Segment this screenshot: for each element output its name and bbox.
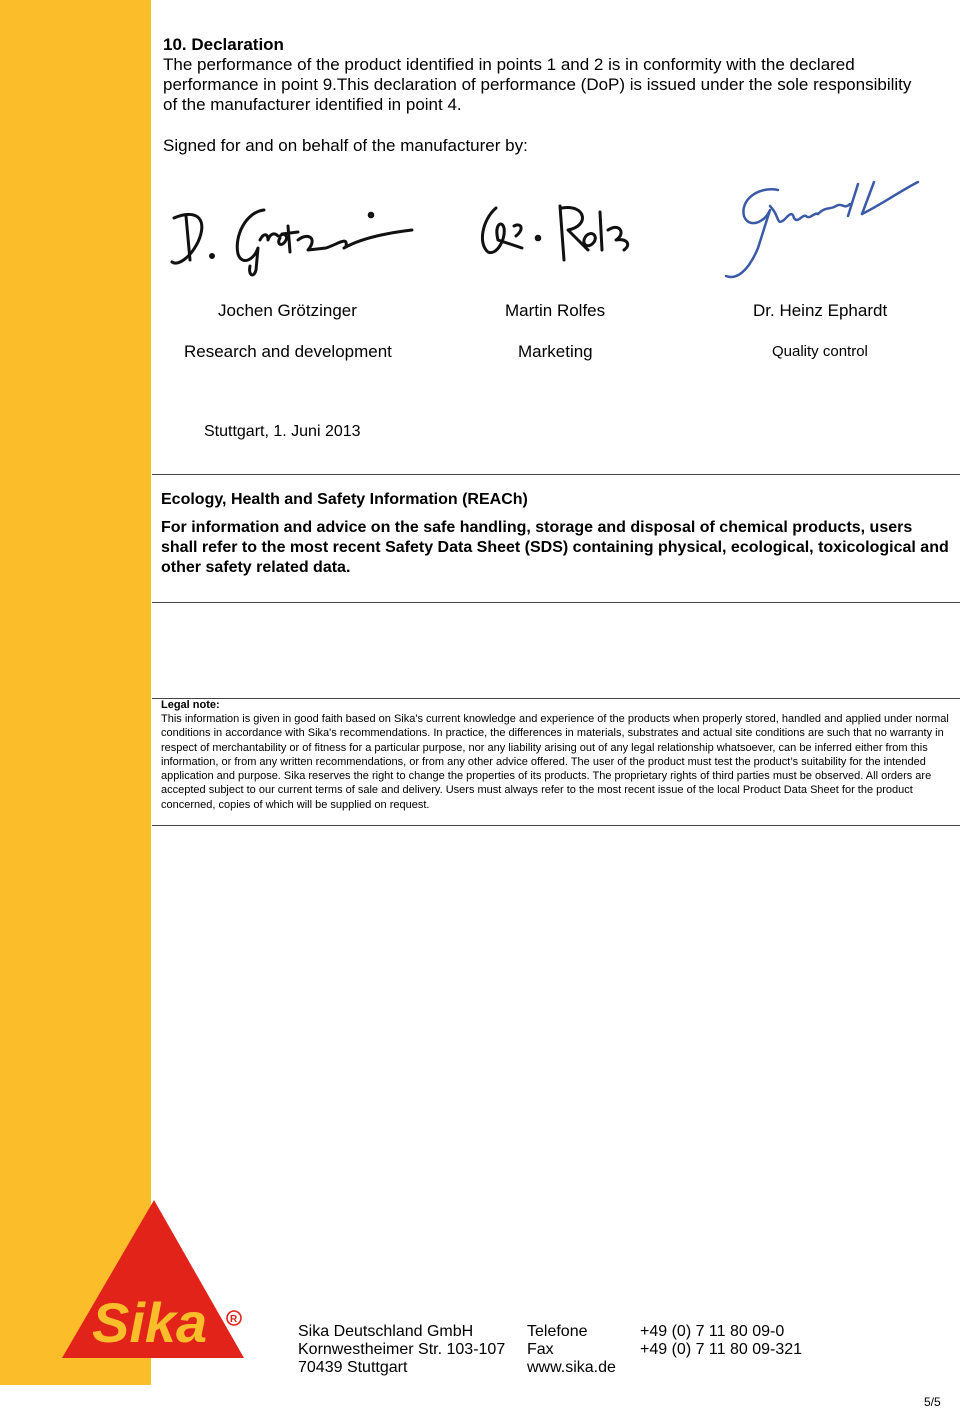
signature-ephardt: [718, 176, 922, 284]
divider-reach-bottom: [152, 602, 960, 603]
footer-website[interactable]: www.sika.de: [527, 1359, 616, 1376]
signatory-1-role: Research and development: [184, 342, 392, 361]
declaration-line-3: of the manufacturer identified in point 4.: [163, 95, 462, 114]
signature-groetzinger: [168, 200, 418, 282]
footer-company: Sika Deutschland GmbH: [298, 1323, 474, 1340]
logo-wordmark: Sika: [92, 1291, 208, 1354]
svg-text:R: R: [230, 1314, 238, 1325]
reach-title: Ecology, Health and Safety Information (REACh): [161, 491, 528, 508]
legal-body: This information is given in good faith based on Sika's current knowledge and experience of the products when properly stored, handled and applied under normal conditions in accordance with Sika's recommendations. In practice, the differences in materials, substrates and actual site conditions are such that no warranty in respect of merchantability or of fitness for a particular purpose, nor any liability arising out of any legal relationship whatsoever, can be inferred either from this information, or from any written recommendations, or from any other advice offered. The user of the product must test the product’s suitability for the intended application and purpose. Sika reserves the right to change the properties of its products. The proprietary rights of third parties must be observed. All orders are accepted subject to our current terms of sale and delivery. Users must always refer to the most recent issue of the local Product Data Sheet for the product concerned, copies of which will be supplied on request.: [161, 713, 949, 811]
page-number: 5/5: [924, 1395, 941, 1409]
sika-logo: [62, 1200, 246, 1360]
footer-phone: +49 (0) 7 11 80 09-0: [640, 1323, 785, 1340]
signatory-2-role: Marketing: [518, 342, 593, 361]
footer-fax: +49 (0) 7 11 80 09-321: [640, 1341, 803, 1358]
declaration-line-1: The performance of the product identified in points 1 and 2 is in conformity with the declared: [163, 55, 855, 74]
declaration-heading: 10. Declaration: [163, 35, 284, 54]
declaration-line-2: performance in point 9.This declaration of performance (DoP) is issued under the sole responsibility: [163, 75, 912, 94]
signed-by-label: Signed for and on behalf of the manufacturer by:: [163, 136, 528, 155]
signatory-3-name: Dr. Heinz Ephardt: [753, 301, 888, 320]
divider-legal-top: [152, 698, 960, 699]
signatory-1-name: Jochen Grötzinger: [218, 301, 357, 320]
footer-street: Kornwestheimer Str. 103-107: [298, 1341, 506, 1358]
divider-top: [152, 474, 960, 475]
signature-rolfes: [476, 200, 638, 275]
signatory-3-role: Quality control: [772, 343, 868, 360]
signatory-2-name: Martin Rolfes: [505, 301, 606, 320]
sidebar-band: [0, 0, 151, 1385]
footer-city: 70439 Stuttgart: [298, 1359, 408, 1376]
divider-legal-bottom: [152, 825, 960, 826]
legal-title: Legal note:: [161, 699, 220, 711]
footer-phone-label: Telefone: [527, 1323, 588, 1340]
reach-body: For information and advice on the safe handling, storage and disposal of chemical products, users shall refer to the most recent Safety Data Sheet (SDS) containing physical, ecological, toxicological and other safety related data.: [161, 519, 949, 576]
footer-fax-label: Fax: [527, 1341, 554, 1358]
place-date: Stuttgart, 1. Juni 2013: [204, 423, 361, 440]
